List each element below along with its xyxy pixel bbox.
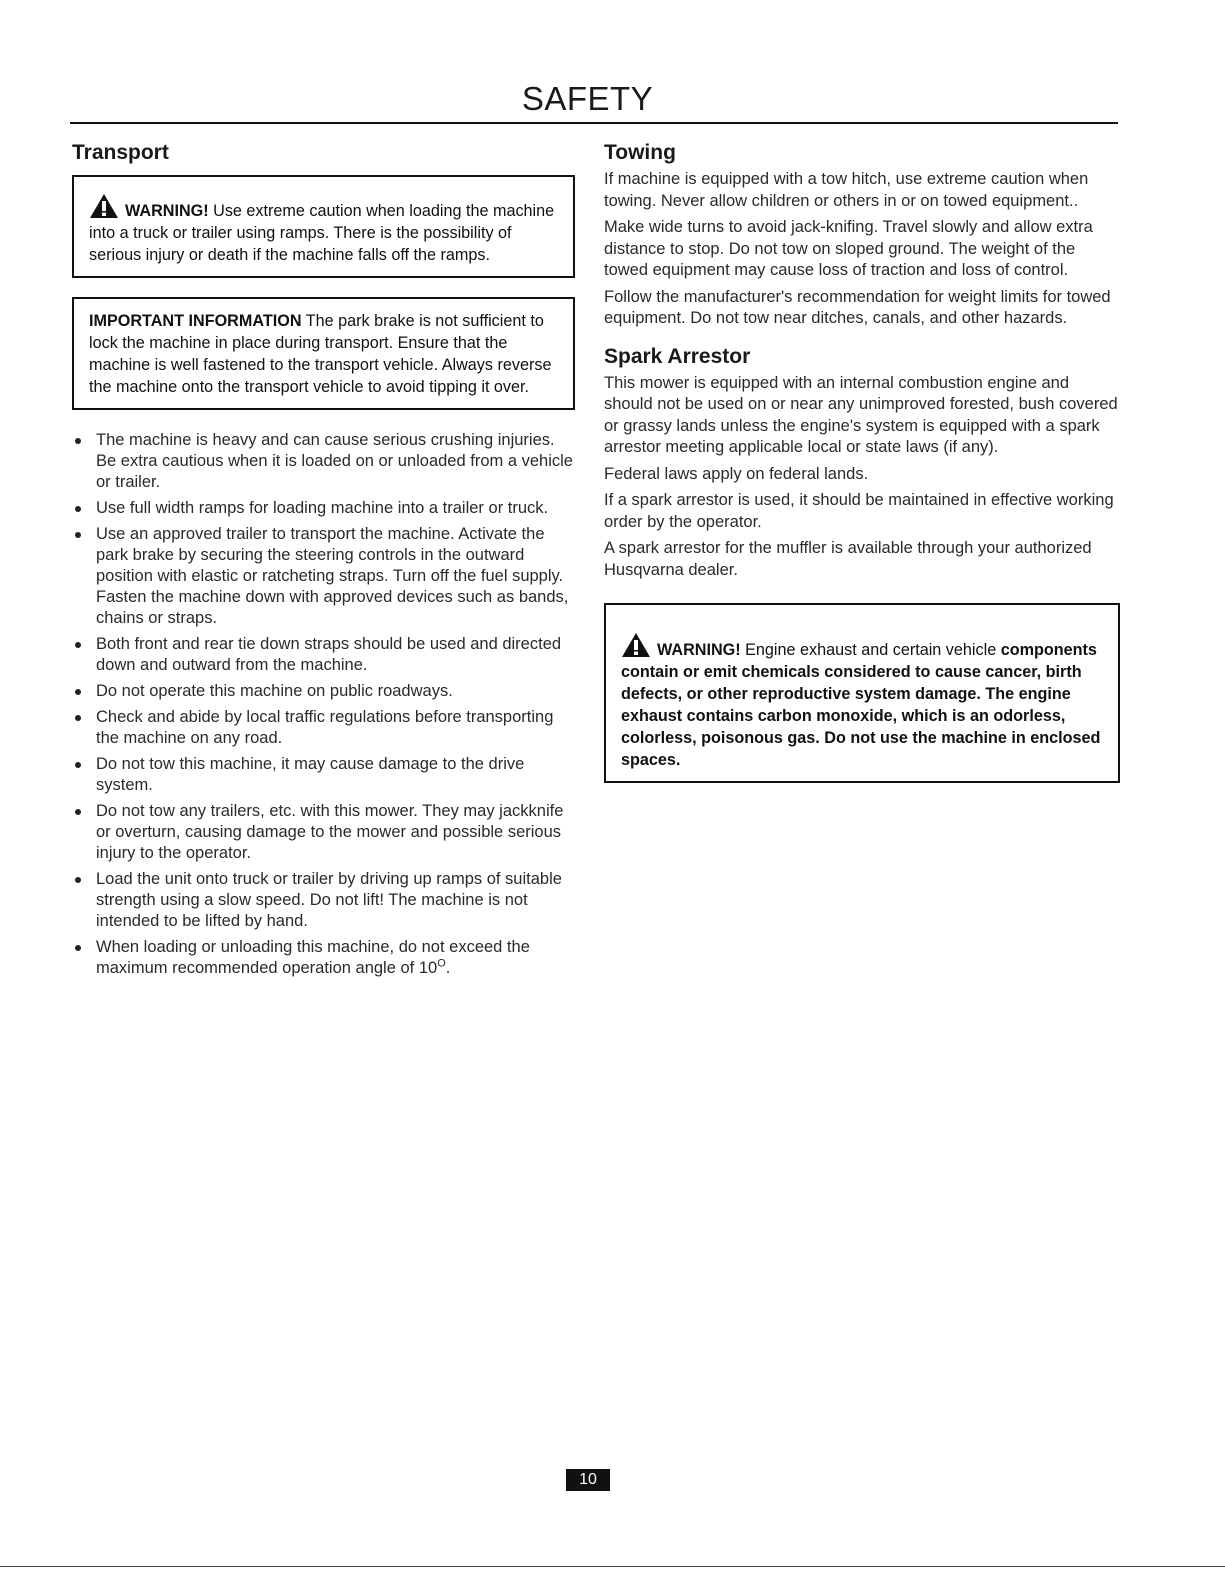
spark-arrestor-heading: Spark Arrestor xyxy=(604,344,751,368)
left-column xyxy=(72,140,575,984)
bullet-icon xyxy=(75,532,81,538)
spark-arrestor-paragraph: If a spark arrestor is used, it should be maintained in effective working order by the operator. xyxy=(604,491,1114,531)
warning-text: Use extreme caution when loading the machine into a truck or trailer using ramps. There is the possibility of serious injury or death if the machine falls off the ramps. xyxy=(89,202,555,264)
warning-triangle-icon xyxy=(621,632,651,658)
bullet-icon xyxy=(75,877,81,883)
list-item: Use an approved trailer to transport the machine. Activate the park brake by securing the steering controls in the outward position with elastic or ratcheting straps. Turn off the fuel supply. Fasten the machine down with approved devices such as bands, chains or straps. xyxy=(72,524,575,629)
title-divider xyxy=(70,122,1118,124)
important-information-box xyxy=(72,297,575,410)
list-item: Both front and rear tie down straps should be used and directed down and outward from the machine. xyxy=(72,634,575,676)
list-item: Use full width ramps for loading machine into a trailer or truck. xyxy=(72,498,575,519)
bullet-icon xyxy=(75,715,81,721)
list-item: The machine is heavy and can cause serious crushing injuries. Be extra cautious when it is loaded on or unloaded from a vehicle or trailer. xyxy=(72,430,575,493)
right-column xyxy=(604,140,1120,783)
spark-arrestor-paragraph: Federal laws apply on federal lands. xyxy=(604,464,869,483)
page-title: SAFETY xyxy=(521,80,654,117)
bullet-icon xyxy=(75,689,81,695)
transport-bullet-list xyxy=(72,430,575,979)
bullet-icon xyxy=(75,762,81,768)
list-item: Load the unit onto truck or trailer by driving up ramps of suitable strength using a slow speed. Do not lift! The machine is not intended to be lifted by hand. xyxy=(72,869,575,932)
warning-triangle-icon xyxy=(89,193,119,219)
transport-heading: Transport xyxy=(72,141,169,164)
bottom-divider xyxy=(0,1566,1225,1567)
transport-warning-box xyxy=(72,175,575,278)
bullet-icon xyxy=(75,642,81,648)
list-item: Do not tow this machine, it may cause damage to the drive system. xyxy=(72,754,575,796)
warning-label: WARNING! xyxy=(657,641,741,659)
spark-arrestor-paragraph: A spark arrestor for the muffler is available through your authorized Husqvarna dealer. xyxy=(604,539,1092,579)
exhaust-warning-box xyxy=(604,603,1120,783)
page-number: 10 xyxy=(566,1469,610,1491)
spark-arrestor-paragraph: This mower is equipped with an internal combustion engine and should not be used on or near any unimproved forested, bush covered or grassy lands unless the engine's system is equipped with a spark arrestor meeting applicable local or state laws (if any). xyxy=(604,373,1118,456)
important-information-text: The park brake is not sufficient to lock the machine in place during transport. Ensure that the machine is well fastened to the transport vehicle. Always reverse the machine onto the transport vehicle to avoid tipping it over. xyxy=(89,312,552,396)
list-item: When loading or unloading this machine, do not exceed the maximum recommended operation angle of $10^O$. xyxy=(72,937,575,979)
list-item: Do not tow any trailers, etc. with this mower. They may jackknife or overturn, causing damage to the mower and possible serious injury to the operator. xyxy=(72,801,575,864)
bullet-icon xyxy=(75,506,81,512)
warning-text-bold: components contain or emit chemicals considered to cause cancer, birth defects, or other reproductive system damage. The engine exhaust contains carbon monoxide, which is an odorless, colorless, poisonous gas. Do not use the machine in enclosed spaces. xyxy=(621,641,1101,769)
towing-paragraph: If machine is equipped with a tow hitch, use extreme caution when towing. Never allow children or others in or on towed equipment.. xyxy=(604,170,1089,210)
warning-label: WARNING! xyxy=(125,202,209,220)
bullet-icon xyxy=(75,945,81,951)
degree-superscript: O xyxy=(437,957,446,970)
towing-paragraph: Make wide turns to avoid jack-knifing. Travel slowly and allow extra distance to stop. Do not tow on sloped ground. The weight of the towed equipment may cause loss of traction and loss of control. xyxy=(604,218,1093,279)
bullet-icon xyxy=(75,809,81,815)
towing-paragraph: Follow the manufacturer's recommendation for weight limits for towed equipment. Do not tow near ditches, canals, and other hazards. xyxy=(604,287,1111,327)
important-information-label: IMPORTANT INFORMATION xyxy=(89,312,302,330)
bullet-icon xyxy=(75,438,81,444)
list-item: Check and abide by local traffic regulations before transporting the machine on any road. xyxy=(72,707,575,749)
list-item: Do not operate this machine on public roadways. xyxy=(72,681,575,702)
towing-heading: Towing xyxy=(604,141,676,164)
warning-text: Engine exhaust and certain vehicle xyxy=(745,641,997,659)
